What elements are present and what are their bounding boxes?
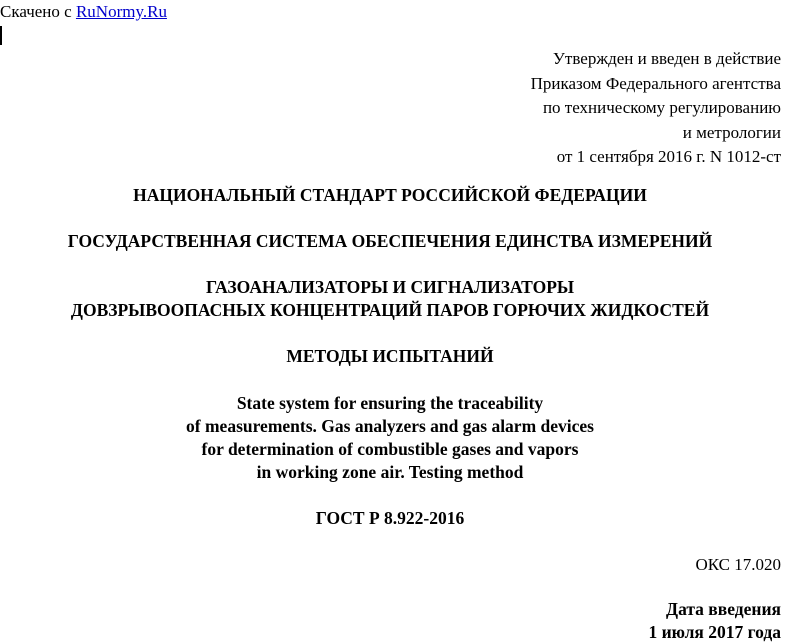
source-link[interactable]: RuNormy.Ru [75,2,167,21]
approval-line: Утвержден и введен в действие [552,49,781,68]
english-title-line: for determination of combustible gases and vapors [201,439,579,459]
introduction-date: 1 июля 2017 года [648,622,781,642]
source-prefix: Скачено с [0,2,76,21]
introduction-label: Дата введения [666,599,781,619]
english-title-line: of measurements. Gas analyzers and gas alarm devices [186,416,594,436]
source-line [0,2,167,22]
state-system-title: ГОСУДАРСТВЕННАЯ СИСТЕМА ОБЕСПЕЧЕНИЯ ЕДИНСТВА ИЗМЕРЕНИЙ [67,231,713,251]
subject-title-line: ДОВЗРЫВООПАСНЫХ КОНЦЕНТРАЦИЙ ПАРОВ ГОРЮЧИХ ЖИДКОСТЕЙ [70,300,710,320]
english-title-line: State system for ensuring the traceability [236,393,544,413]
english-title [0,392,780,484]
approval-line: и метрологии [682,122,781,142]
subject-title-line: ГАЗОАНАЛИЗАТОРЫ И СИГНАЛИЗАТОРЫ [205,277,575,297]
approval-line: от 1 сентября 2016 г. N 1012-ст [556,147,781,166]
standard-designation: ГОСТ Р 8.922-2016 [315,508,465,528]
subject-title [0,276,780,322]
oks-code: ОКС 17.020 [695,555,781,574]
approval-line: по техническому регулированию [542,98,781,117]
introduction-date-block [648,598,781,644]
english-title-line: in working zone air. Testing method [256,462,524,482]
text-cursor [0,26,2,45]
approval-block [531,47,781,170]
approval-line: Приказом Федерального агентства [530,73,781,93]
national-standard-title: НАЦИОНАЛЬНЫЙ СТАНДАРТ РОССИЙСКОЙ ФЕДЕРАЦИИ [133,185,647,205]
methods-title: МЕТОДЫ ИСПЫТАНИЙ [286,346,494,366]
